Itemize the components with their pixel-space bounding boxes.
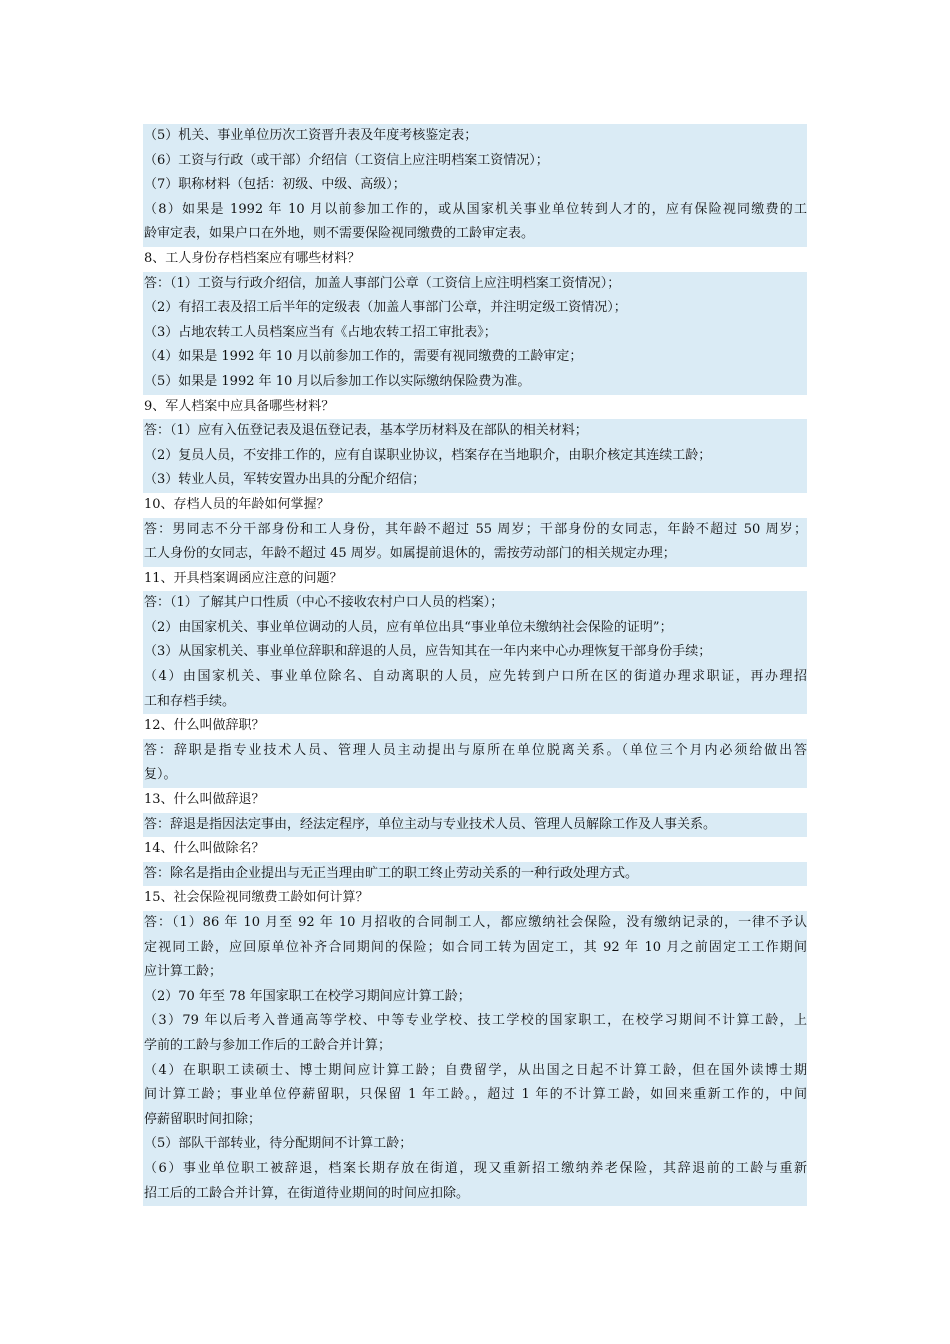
text-line: 工人身份的女同志，年龄不超过 45 周岁。如属提前退休的，需按劳动部门的相关规定办理；	[143, 542, 807, 567]
text-line: （2）有招工表及招工后半年的定级表（加盖人事部门公章，并注明定级工资情况）；	[143, 296, 807, 321]
text-line: 答：（1）了解其户口性质（中心不接收农村户口人员的档案）；	[143, 591, 807, 616]
text-line: 应计算工龄；	[143, 960, 807, 985]
text-line: 复）。	[143, 763, 807, 788]
text-line: （8）如果是 1992 年 10 月以前参加工作的，或从国家机关事业单位转到人才的，应有保险视同缴费的工	[143, 198, 807, 223]
text-line: 工和存档手续。	[143, 690, 807, 715]
question-heading: 12、什么叫做辞职？	[144, 718, 265, 734]
text-line: （3）79 年以后考入普通高等学校、中等专业学校、技工学校的国家职工，在校学习期间不计算工龄，上	[143, 1009, 807, 1034]
text-line: （5）部队干部转业，待分配期间不计算工龄；	[143, 1132, 807, 1157]
document-body	[143, 124, 807, 1206]
question-heading: 11、开具档案调函应注意的问题？	[144, 570, 343, 586]
text-line: （2）复员人员，不安排工作的，应有自谋职业协议，档案存在当地职介，由职介核定其连续工龄；	[143, 444, 807, 469]
question-heading: 13、什么叫做辞退？	[144, 792, 265, 808]
text-line: （4）如果是 1992 年 10 月以前参加工作的，需要有视同缴费的工龄审定；	[143, 345, 807, 370]
question-heading: 14、什么叫做除名？	[144, 841, 265, 857]
text-line: 答：（1）86 年 10 月至 92 年 10 月招收的合同制工人，都应缴纳社会保险，没有缴纳记录的，一律不予认	[143, 911, 807, 936]
text-line: 龄审定表，如果户口在外地，则不需要保险视同缴费的工龄审定表。	[143, 222, 807, 247]
text-line: （4）由国家机关、事业单位除名、自动离职的人员，应先转到户口所在区的街道办理求职证，再办理招	[143, 665, 807, 690]
text-line: （3）占地农转工人员档案应当有《占地农转工招工审批表》；	[143, 321, 807, 346]
question-heading: 15、社会保险视同缴费工龄如何计算？	[144, 890, 369, 906]
text-line: （6）事业单位职工被辞退，档案长期存放在街道，现又重新招工缴纳养老保险，其辞退前的工龄与重新	[143, 1157, 807, 1182]
text-line: （3）转业人员，军转安置办出具的分配介绍信；	[143, 468, 807, 493]
text-line: 招工后的工龄合并计算，在街道待业期间的时间应扣除。	[143, 1182, 807, 1207]
text-line: （7）职称材料（包括：初级、中级、高级）；	[143, 173, 807, 198]
text-line: 间计算工龄；事业单位停薪留职，只保留 1 年工龄。，超过 1 年的不计算工龄，如回来重新工作的，中间	[143, 1083, 807, 1108]
text-line: （5）如果是 1992 年 10 月以后参加工作以实际缴纳保险费为准。	[143, 370, 807, 395]
text-line: （4）在职职工读硕士、博士期间应计算工龄；自费留学，从出国之日起不计算工龄，但在国外读博士期	[143, 1059, 807, 1084]
text-line: （3）从国家机关、事业单位辞职和辞退的人员，应告知其在一年内来中心办理恢复干部身份手续；	[143, 640, 807, 665]
text-line: 停薪留职时间扣除；	[143, 1108, 807, 1133]
text-line: （2）70 年至 78 年国家职工在校学习期间应计算工龄；	[143, 985, 807, 1010]
text-line: 答：除名是指由企业提出与无正当理由旷工的职工终止劳动关系的一种行政处理方式。	[143, 862, 807, 887]
text-line: （2）由国家机关、事业单位调动的人员，应有单位出具“事业单位未缴纳社会保险的证明”；	[143, 616, 807, 641]
text-line: 答：男同志不分干部身份和工人身份，其年龄不超过 55 周岁；干部身份的女同志，年龄不超过 50 周岁；	[143, 518, 807, 543]
text-line: 答：（1）应有入伍登记表及退伍登记表，基本学历材料及在部队的相关材料；	[143, 419, 807, 444]
question-heading: 10、存档人员的年龄如何掌握？	[144, 496, 330, 512]
text-line: （5）机关、事业单位历次工资晋升表及年度考核鉴定表；	[143, 124, 807, 149]
text-line: 答：辞职是指专业技术人员、管理人员主动提出与原所在单位脱离关系。（单位三个月内必须给做出答	[143, 739, 807, 764]
text-line: 定视同工龄，应回原单位补齐合同期间的保险；如合同工转为固定工，其 92 年 10 月之前固定工工作期间	[143, 936, 807, 961]
question-heading: 9、军人档案中应具备哪些材料？	[144, 398, 335, 414]
text-line: （6）工资与行政（或干部）介绍信（工资信上应注明档案工资情况）；	[143, 149, 807, 174]
text-line: 答：辞退是指因法定事由，经法定程序，单位主动与专业技术人员、管理人员解除工作及人事关系。	[143, 813, 807, 838]
text-line: 学前的工龄与参加工作后的工龄合并计算；	[143, 1034, 807, 1059]
question-heading: 8、工人身份存档档案应有哪些材料？	[144, 250, 361, 266]
text-line: 答：（1）工资与行政介绍信，加盖人事部门公章（工资信上应注明档案工资情况）；	[143, 272, 807, 297]
